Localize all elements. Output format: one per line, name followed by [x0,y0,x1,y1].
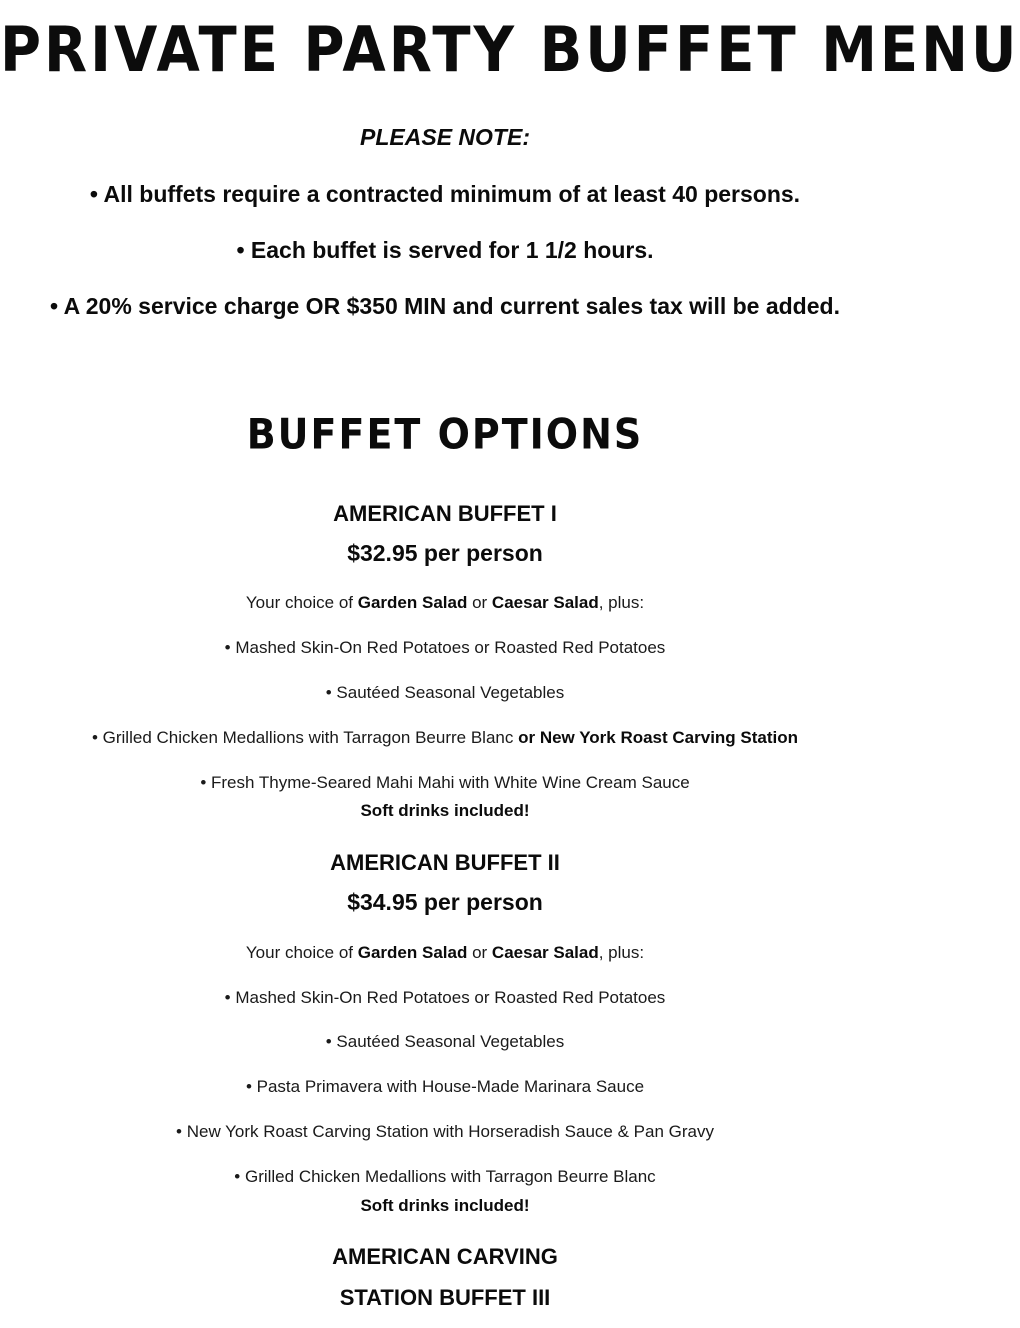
buffet-1-drinks: Soft drinks included! [360,801,530,820]
salad-option-caesar: Caesar Salad [491,943,599,962]
buffet-2-salad-choice [0,943,890,963]
buffet-2-drinks: Soft drinks included! [360,1196,530,1215]
section-title-buffet-options: BUFFET OPTIONS [246,410,644,459]
note-label: PLEASE NOTE: [360,124,530,150]
buffet-2-item-vegetables: • Sautéed Seasonal Vegetables [325,1032,565,1051]
note-service-charge: • A 20% service charge OR $350 MIN and current sales tax will be added. [50,293,840,319]
buffet-3-name-line2: STATION BUFFET III [339,1285,551,1310]
salad-suffix: , plus: [598,943,645,962]
buffet-1-salad-choice [0,593,890,613]
salad-prefix: Your choice of [245,593,358,612]
page-title: PRIVATE PARTY BUFFET MENU [0,14,1020,87]
buffet-2-item-chicken: • Grilled Chicken Medallions with Tarragon Beurre Blanc [234,1167,656,1186]
buffet-1-item-mahi: • Fresh Thyme-Seared Mahi Mahi with White Wine Cream Sauce [200,773,690,792]
salad-option-garden: Garden Salad [357,943,468,962]
buffet-1-item-potatoes: • Mashed Skin-On Red Potatoes or Roasted Red Potatoes [224,638,666,657]
salad-or: or [467,593,492,612]
note-minimum-persons: • All buffets require a contracted minimum of at least 40 persons. [89,181,801,207]
buffet-3-name-line1: AMERICAN CARVING [332,1244,558,1269]
salad-option-garden: Garden Salad [357,593,468,612]
buffet-2-item-pasta: • Pasta Primavera with House-Made Marinara Sauce [245,1077,645,1096]
buffet-2-item-carving: • New York Roast Carving Station with Horseradish Sauce & Pan Gravy [176,1122,714,1141]
buffet-2-price: $34.95 per person [347,889,543,915]
salad-suffix: , plus: [598,593,645,612]
buffet-1-item-vegetables: • Sautéed Seasonal Vegetables [325,683,565,702]
buffet-2-item-potatoes: • Mashed Skin-On Red Potatoes or Roasted Red Potatoes [224,988,666,1007]
salad-or: or [467,943,492,962]
buffet-1-name: AMERICAN BUFFET I [333,501,557,526]
salad-option-caesar: Caesar Salad [491,593,599,612]
note-serving-time: • Each buffet is served for 1 1/2 hours. [236,237,654,263]
item-bold-alternative: or New York Roast Carving Station [518,728,799,747]
item-text: • Grilled Chicken Medallions with Tarragon Beurre Blanc [91,728,519,747]
salad-prefix: Your choice of [245,943,358,962]
buffet-2-name: AMERICAN BUFFET II [330,850,560,875]
buffet-1-price: $32.95 per person [347,540,543,566]
buffet-1-item-chicken [0,728,890,748]
